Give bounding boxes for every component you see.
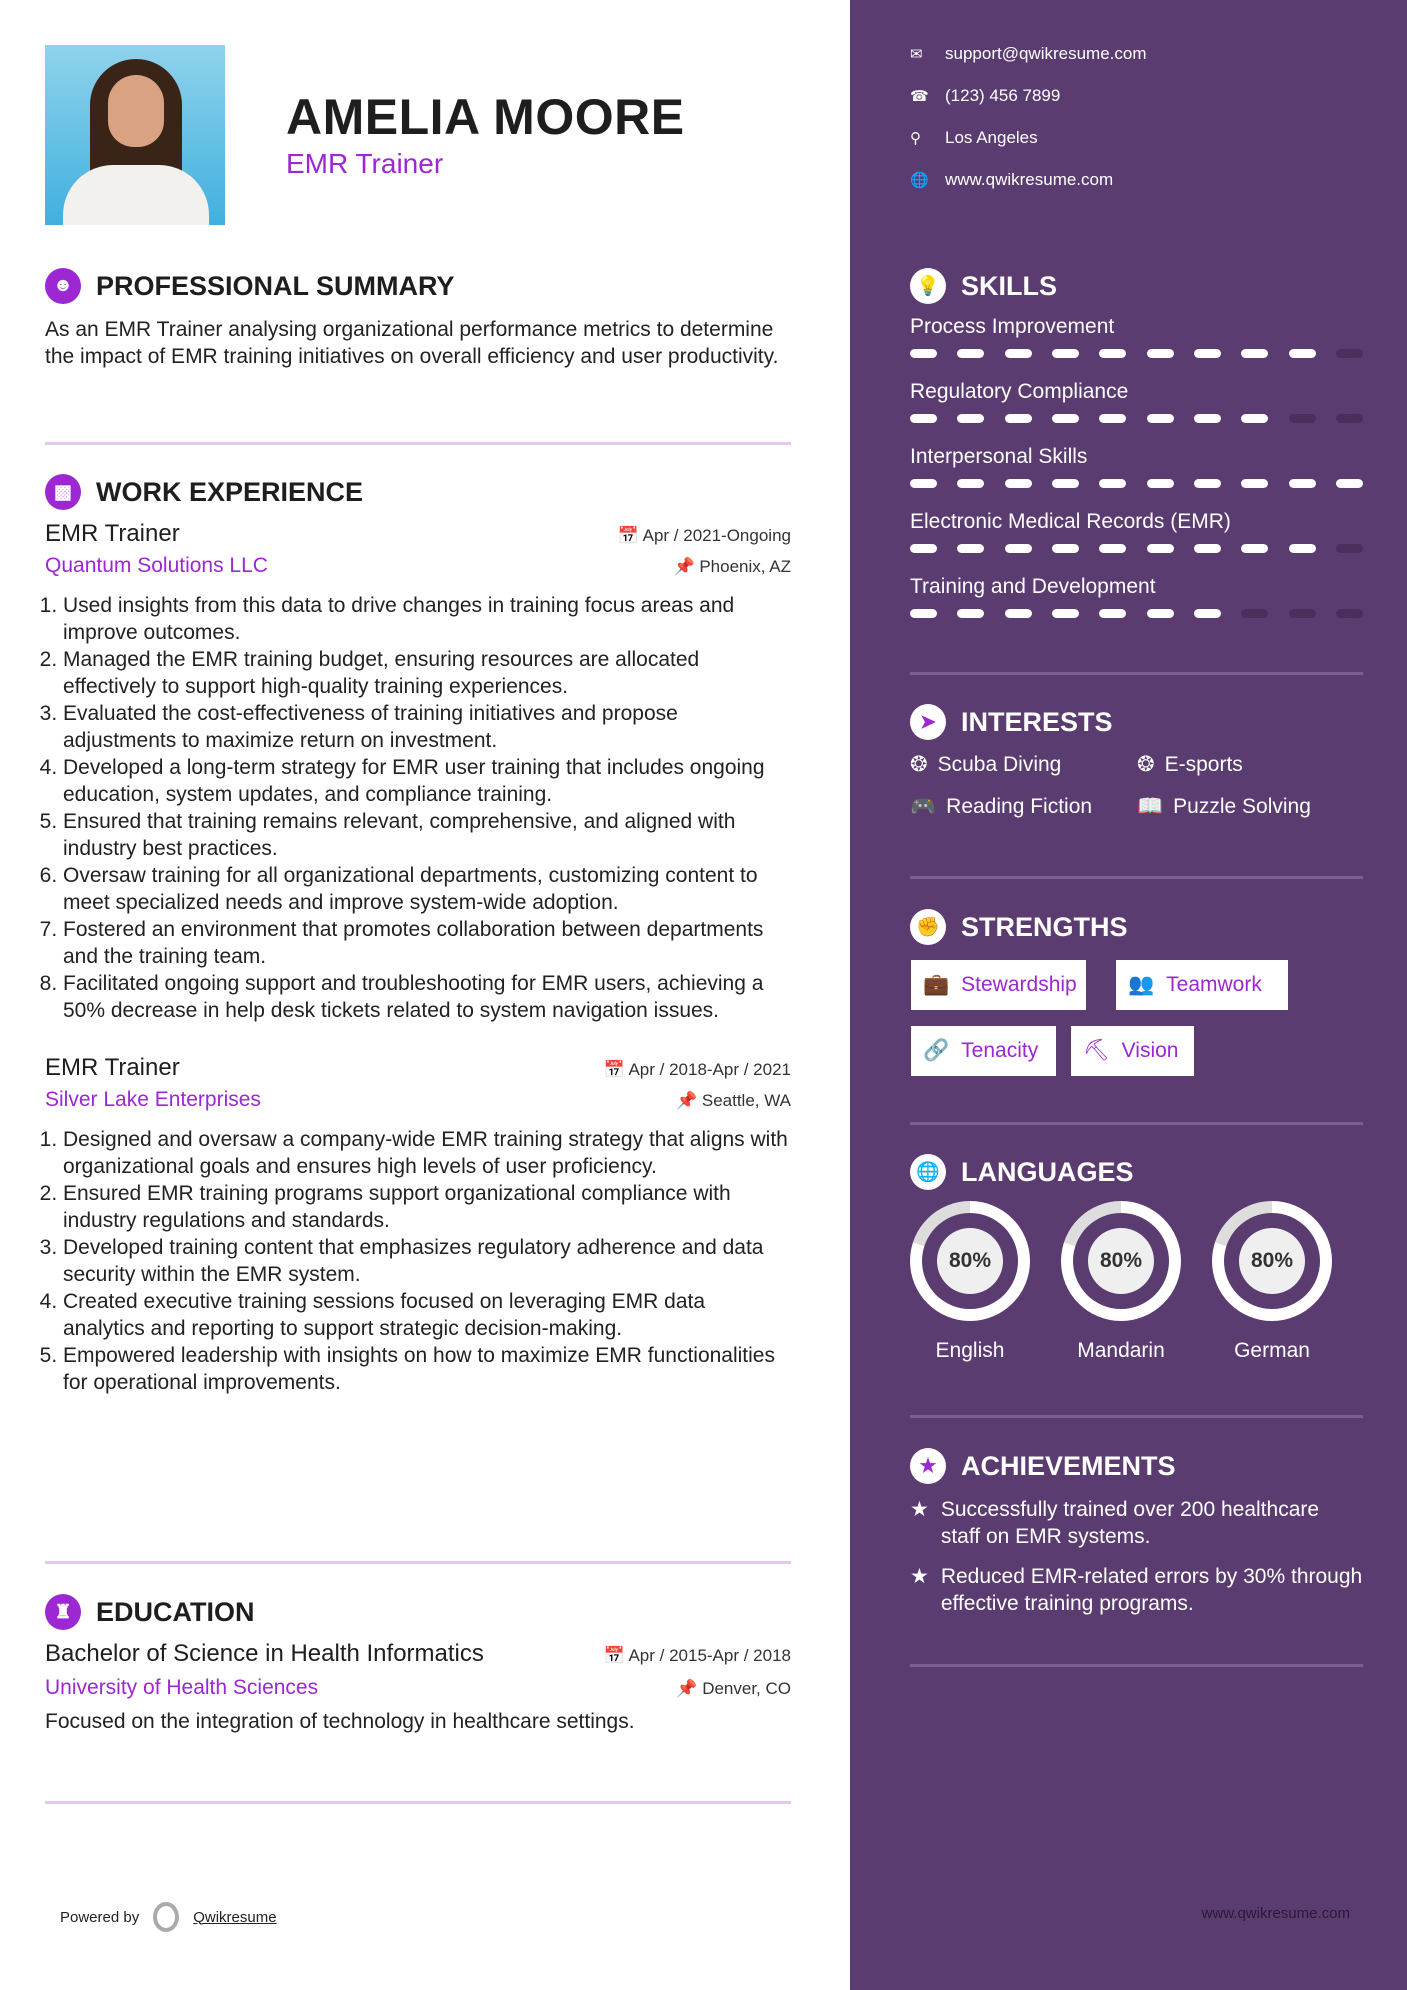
language-item bbox=[1061, 1201, 1181, 1363]
contact-phone: (123) 456 7899 bbox=[945, 86, 1061, 105]
skill-level-dash bbox=[1099, 414, 1126, 423]
strength-chip bbox=[1071, 1026, 1194, 1076]
skill-name: Training and Development bbox=[910, 575, 1156, 598]
skill-level-dash bbox=[910, 479, 937, 488]
divider bbox=[910, 1415, 1363, 1418]
language-progress-ring bbox=[1212, 1201, 1332, 1321]
skill-level-dash bbox=[1194, 544, 1221, 553]
skill-level-dash bbox=[957, 609, 984, 618]
binoculars-icon: ⛏ bbox=[1083, 1039, 1110, 1062]
star-icon: ★ bbox=[910, 1448, 946, 1484]
shooting-star-icon: ★ bbox=[910, 1498, 929, 1521]
briefcase-icon: 💼 bbox=[923, 973, 950, 996]
skill-level-dash bbox=[1241, 349, 1268, 358]
job-duty: 2. Managed the EMR training budget, ensuring resources are allocated effectively to support high-quality training experiences. bbox=[63, 646, 791, 700]
section-heading: PROFESSIONAL SUMMARY bbox=[96, 270, 455, 301]
phone-icon: ☎ bbox=[910, 88, 929, 105]
job-role: EMR Trainer bbox=[45, 1054, 180, 1081]
qwikresume-link[interactable]: Qwikresume bbox=[193, 1908, 277, 1926]
pin-icon: 📌 bbox=[676, 1679, 703, 1698]
divider bbox=[45, 442, 791, 445]
calendar-icon: 📅 bbox=[603, 1060, 629, 1079]
skill-level-dash bbox=[1052, 544, 1079, 553]
languages-section bbox=[910, 1154, 1363, 1384]
link-icon: 🔗 bbox=[923, 1039, 950, 1062]
skill-level-dash bbox=[957, 349, 984, 358]
paper-plane-icon: ➤ bbox=[910, 704, 946, 740]
skill-name: Process Improvement bbox=[910, 315, 1115, 338]
skill-level-dash bbox=[910, 414, 937, 423]
strength-label: Teamwork bbox=[1166, 973, 1262, 996]
job-duty: 2. Ensured EMR training programs support organizational compliance with industry regulations and standards. bbox=[63, 1180, 791, 1234]
language-progress-ring bbox=[910, 1201, 1030, 1321]
section-heading: STRENGTHS bbox=[961, 911, 1128, 942]
skill-level-dash bbox=[957, 479, 984, 488]
education-text: Focused on the integration of technology in healthcare settings. bbox=[45, 1710, 635, 1733]
interests-section bbox=[910, 704, 1363, 819]
lightbulb-icon: 💡 bbox=[910, 268, 946, 304]
achievement-item bbox=[910, 1496, 1363, 1550]
strength-label: Vision bbox=[1121, 1039, 1179, 1062]
job-duty: 1. Used insights from this data to drive changes in training focus areas and improve outcomes. bbox=[63, 592, 791, 646]
degree: Bachelor of Science in Health Informatics bbox=[45, 1640, 484, 1667]
section-heading: SKILLS bbox=[961, 270, 1058, 301]
skill-level-dash bbox=[1241, 609, 1268, 618]
language-name: Mandarin bbox=[1077, 1339, 1165, 1362]
job-duty: 5. Empowered leadership with insights on how to maximize EMR functionalities for operational improvements. bbox=[63, 1342, 791, 1396]
strengths-section bbox=[910, 909, 1363, 1079]
calendar-icon: 📅 bbox=[603, 1646, 629, 1665]
job-duty: 4. Developed a long-term strategy for EMR user training that includes ongoing education, system updates, and compliance training. bbox=[63, 754, 791, 808]
language-item bbox=[910, 1201, 1030, 1363]
pin-icon: 📌 bbox=[675, 1091, 702, 1110]
skill-level-dash bbox=[1289, 414, 1316, 423]
section-heading: INTERESTS bbox=[961, 706, 1113, 737]
fist-icon: ✊ bbox=[910, 909, 946, 945]
job-duty: 3. Evaluated the cost-effectiveness of training initiatives and propose adjustments to maximize return on investment. bbox=[63, 700, 791, 754]
contact-list bbox=[910, 33, 1363, 201]
powered-by bbox=[60, 1902, 277, 1932]
education-section bbox=[45, 1594, 791, 1735]
skill-level-dash bbox=[1336, 544, 1363, 553]
users-icon: 👥 bbox=[1128, 973, 1155, 996]
language-name: English bbox=[935, 1339, 1005, 1362]
skill-level-bar bbox=[910, 414, 1363, 442]
skill-level-dash bbox=[1336, 349, 1363, 358]
skill-level-dash bbox=[1289, 609, 1316, 618]
strength-chip bbox=[911, 1026, 1056, 1076]
strength-chip bbox=[911, 960, 1086, 1010]
skill-level-dash bbox=[957, 414, 984, 423]
skill-level-dash bbox=[1336, 479, 1363, 488]
skill-level-dash bbox=[1336, 609, 1363, 618]
skill-level-dash bbox=[1052, 479, 1079, 488]
skill-name: Interpersonal Skills bbox=[910, 445, 1088, 468]
strength-label: Stewardship bbox=[961, 973, 1077, 996]
skill-level-dash bbox=[910, 544, 937, 553]
book-icon: 📖 bbox=[1137, 795, 1164, 818]
divider bbox=[45, 1801, 791, 1804]
job-duty: 5. Ensured that training remains relevant, comprehensive, and aligned with industry best practices. bbox=[63, 808, 791, 862]
achievements-section bbox=[910, 1448, 1363, 1617]
profile-photo bbox=[45, 45, 225, 225]
education-location: Denver, CO bbox=[702, 1679, 791, 1698]
job-date: Apr / 2018-Apr / 2021 bbox=[628, 1060, 791, 1079]
skill-level-dash bbox=[1005, 609, 1032, 618]
divider bbox=[910, 672, 1363, 675]
summary-text: As an EMR Trainer analysing organizational performance metrics to determine the impact of EMR training initiatives on overall efficiency and user productivity. bbox=[45, 318, 779, 368]
divider bbox=[45, 1561, 791, 1564]
language-percent: 80% bbox=[1088, 1228, 1154, 1294]
skill-name: Regulatory Compliance bbox=[910, 380, 1129, 403]
skill-level-dash bbox=[1194, 349, 1221, 358]
footer-website[interactable]: www.qwikresume.com bbox=[1201, 1905, 1350, 1922]
contact-location: Los Angeles bbox=[945, 128, 1038, 147]
translate-icon: 🌐 bbox=[910, 1154, 946, 1190]
skill-level-dash bbox=[1099, 544, 1126, 553]
skill-level-dash bbox=[1052, 349, 1079, 358]
job-duty: 8. Facilitated ongoing support and troubleshooting for EMR users, achieving a 50% decrease in help desk tickets related to system navigation issues. bbox=[63, 970, 791, 1024]
divider bbox=[910, 1664, 1363, 1667]
job-duty: 6. Oversaw training for all organizational departments, customizing content to meet specialized needs and improve system-wide adoption. bbox=[63, 862, 791, 916]
divider bbox=[910, 876, 1363, 879]
skill-level-dash bbox=[1099, 609, 1126, 618]
job-duty: 3. Developed training content that emphasizes regulatory adherence and data security within the EMR system. bbox=[63, 1234, 791, 1288]
user-icon: ☻ bbox=[45, 268, 81, 304]
work-section bbox=[45, 474, 791, 1396]
globe-icon: 🌐 bbox=[910, 172, 929, 189]
section-heading: WORK EXPERIENCE bbox=[96, 476, 364, 507]
job-duty: 4. Created executive training sessions focused on leveraging EMR data analytics and reporting to support strategic decision-making. bbox=[63, 1288, 791, 1342]
job-date: Apr / 2021-Ongoing bbox=[642, 526, 791, 545]
achievement-text: Reduced EMR-related errors by 30% through effective training programs. bbox=[940, 1565, 1363, 1615]
skill-level-dash bbox=[910, 349, 937, 358]
lifebuoy-icon: ❂ bbox=[1137, 753, 1155, 776]
skill-level-dash bbox=[1005, 544, 1032, 553]
interest-item: E-sports bbox=[1164, 752, 1243, 776]
job-duty: 7. Fostered an environment that promotes collaboration between departments and the training team. bbox=[63, 916, 791, 970]
interest-item: Scuba Diving bbox=[937, 752, 1062, 776]
contact-email[interactable]: support@qwikresume.com bbox=[945, 44, 1147, 63]
skill-name: Electronic Medical Records (EMR) bbox=[910, 510, 1231, 533]
skill-level-dash bbox=[1194, 609, 1221, 618]
skill-level-dash bbox=[910, 609, 937, 618]
chair-icon: ▩ bbox=[45, 474, 81, 510]
sidebar bbox=[850, 0, 1407, 1990]
contact-website[interactable]: www.qwikresume.com bbox=[945, 170, 1114, 189]
skill-level-dash bbox=[1099, 479, 1126, 488]
job-company: Silver Lake Enterprises bbox=[45, 1088, 261, 1111]
skill-level-bar bbox=[910, 609, 1363, 637]
achievement-item bbox=[910, 1563, 1363, 1617]
language-item bbox=[1212, 1201, 1332, 1363]
job-entry bbox=[45, 520, 791, 1024]
language-name: German bbox=[1234, 1339, 1310, 1362]
interest-item: Reading Fiction bbox=[946, 795, 1093, 818]
skill-level-dash bbox=[1147, 349, 1174, 358]
skill-level-dash bbox=[1336, 414, 1363, 423]
skill-level-dash bbox=[1052, 609, 1079, 618]
skill-level-dash bbox=[1289, 479, 1316, 488]
strength-chip bbox=[1116, 960, 1288, 1010]
skill-level-dash bbox=[1241, 479, 1268, 488]
calendar-icon: 📅 bbox=[617, 526, 643, 545]
pin-icon: 📌 bbox=[673, 557, 700, 576]
qwikresume-logo-icon bbox=[153, 1902, 179, 1932]
skill-level-bar bbox=[910, 349, 1363, 377]
section-heading: EDUCATION bbox=[96, 1596, 255, 1627]
job-company: Quantum Solutions LLC bbox=[45, 554, 268, 577]
job-duty: 1. Designed and oversaw a company-wide EMR training strategy that aligns with organizational goals and ensures high levels of user proficiency. bbox=[63, 1126, 791, 1180]
skill-level-dash bbox=[1241, 544, 1268, 553]
candidate-title: EMR Trainer bbox=[286, 148, 444, 179]
gamepad-icon: 🎮 bbox=[910, 795, 937, 818]
skill-level-dash bbox=[1194, 479, 1221, 488]
job-location: Phoenix, AZ bbox=[699, 557, 791, 576]
skill-level-dash bbox=[1147, 544, 1174, 553]
strength-label: Tenacity bbox=[961, 1039, 1039, 1062]
skill-level-dash bbox=[1005, 479, 1032, 488]
school: University of Health Sciences bbox=[45, 1676, 319, 1699]
skills-section bbox=[910, 268, 1363, 637]
language-percent: 80% bbox=[937, 1228, 1003, 1294]
skill-level-dash bbox=[1147, 414, 1174, 423]
skill-level-dash bbox=[1147, 479, 1174, 488]
job-role: EMR Trainer bbox=[45, 520, 180, 547]
section-heading: LANGUAGES bbox=[961, 1156, 1134, 1187]
job-entry bbox=[45, 1054, 791, 1396]
skill-level-dash bbox=[1052, 414, 1079, 423]
graduate-icon: ♜ bbox=[45, 1594, 81, 1630]
divider bbox=[910, 1122, 1363, 1125]
education-date: Apr / 2015-Apr / 2018 bbox=[628, 1646, 791, 1665]
summary-section bbox=[45, 268, 791, 370]
skill-level-dash bbox=[1005, 414, 1032, 423]
skill-level-dash bbox=[1241, 414, 1268, 423]
skill-level-bar bbox=[910, 544, 1363, 572]
skill-level-dash bbox=[1194, 414, 1221, 423]
skill-level-dash bbox=[1005, 349, 1032, 358]
language-progress-ring bbox=[1061, 1201, 1181, 1321]
shooting-star-icon: ★ bbox=[910, 1565, 929, 1588]
job-location: Seattle, WA bbox=[701, 1091, 791, 1110]
language-percent: 80% bbox=[1239, 1228, 1305, 1294]
skill-level-dash bbox=[1289, 544, 1316, 553]
skill-level-bar bbox=[910, 479, 1363, 507]
section-heading: ACHIEVEMENTS bbox=[961, 1450, 1176, 1481]
skill-level-dash bbox=[957, 544, 984, 553]
email-icon: ✉ bbox=[910, 46, 923, 63]
skill-level-dash bbox=[1147, 609, 1174, 618]
skill-level-dash bbox=[1289, 349, 1316, 358]
achievement-text: Successfully trained over 200 healthcare staff on EMR systems. bbox=[940, 1498, 1320, 1548]
powered-label: Powered by bbox=[60, 1908, 140, 1926]
interest-item: Puzzle Solving bbox=[1173, 795, 1311, 818]
lifebuoy-icon: ❂ bbox=[910, 753, 928, 776]
skill-level-dash bbox=[1099, 349, 1126, 358]
map-pin-icon: ⚲ bbox=[910, 130, 921, 147]
candidate-name: AMELIA MOORE bbox=[286, 89, 685, 145]
